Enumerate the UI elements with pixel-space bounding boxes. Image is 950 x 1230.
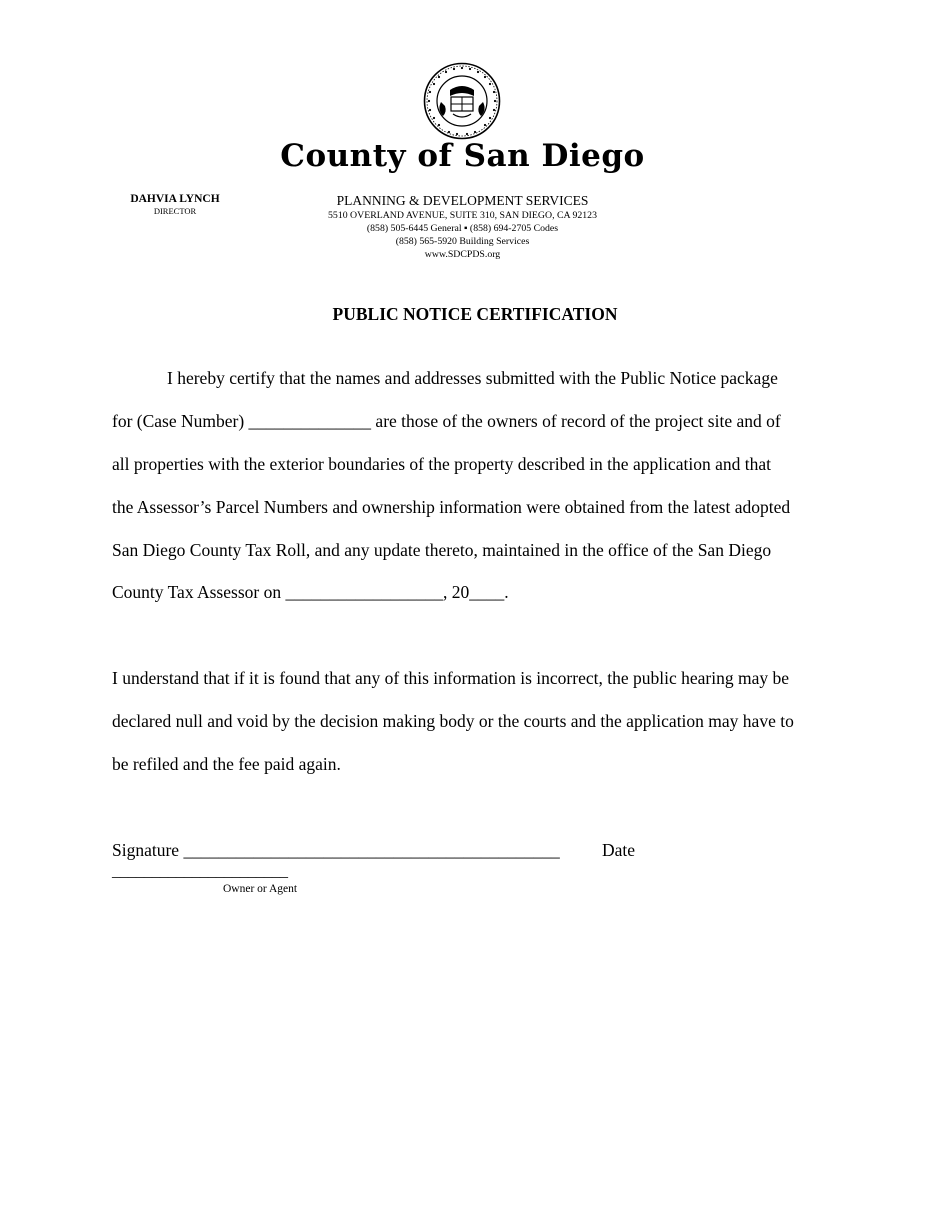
department-name: PLANNING & DEVELOPMENT SERVICES <box>336 193 589 208</box>
department-building-phone: (858) 565-5920 Building Services <box>395 236 530 247</box>
paragraph2-line: be refiled and the fee paid again. <box>112 754 341 774</box>
county-title: County of San Diego <box>280 138 645 174</box>
department-phones: (858) 505-6445 General ▪ (858) 694-2705 Codes <box>366 223 559 234</box>
paragraph1-line: the Assessor’s Parcel Numbers and ownership information were obtained from the latest adopted <box>112 497 791 517</box>
county-seal-icon <box>423 62 501 140</box>
director-name: DAHVIA LYNCH <box>130 193 220 205</box>
director-title: DIRECTOR <box>153 206 197 216</box>
signature-line: Signature ___________________________________________ <box>112 840 560 860</box>
paragraph1-line: for (Case Number) ______________ are those of the owners of record of the project site and of <box>112 411 781 431</box>
department-address: 5510 OVERLAND AVENUE, SUITE 310, SAN DIEGO, CA 92123 <box>328 210 597 221</box>
date-label: Date <box>602 840 636 860</box>
paragraph2-line: declared null and void by the decision making body or the courts and the application may have to <box>112 711 794 731</box>
owner-agent-caption: Owner or Agent <box>223 883 298 895</box>
document-title: PUBLIC NOTICE CERTIFICATION <box>332 304 618 324</box>
paragraph1-line: San Diego County Tax Roll, and any update thereto, maintained in the office of the San Diego <box>112 540 772 560</box>
paragraph1-line: I hereby certify that the names and addresses submitted with the Public Notice package <box>167 368 778 388</box>
date-line: ______________________ <box>112 863 288 880</box>
paragraph1-line: all properties with the exterior boundaries of the property described in the application and that <box>112 454 771 474</box>
paragraph1-line: County Tax Assessor on __________________, 20____. <box>112 582 509 602</box>
department-website: www.SDCPDS.org <box>424 249 501 260</box>
department-block <box>0 193 925 261</box>
paragraph2-line: I understand that if it is found that any of this information is incorrect, the public hearing may be <box>112 668 789 688</box>
